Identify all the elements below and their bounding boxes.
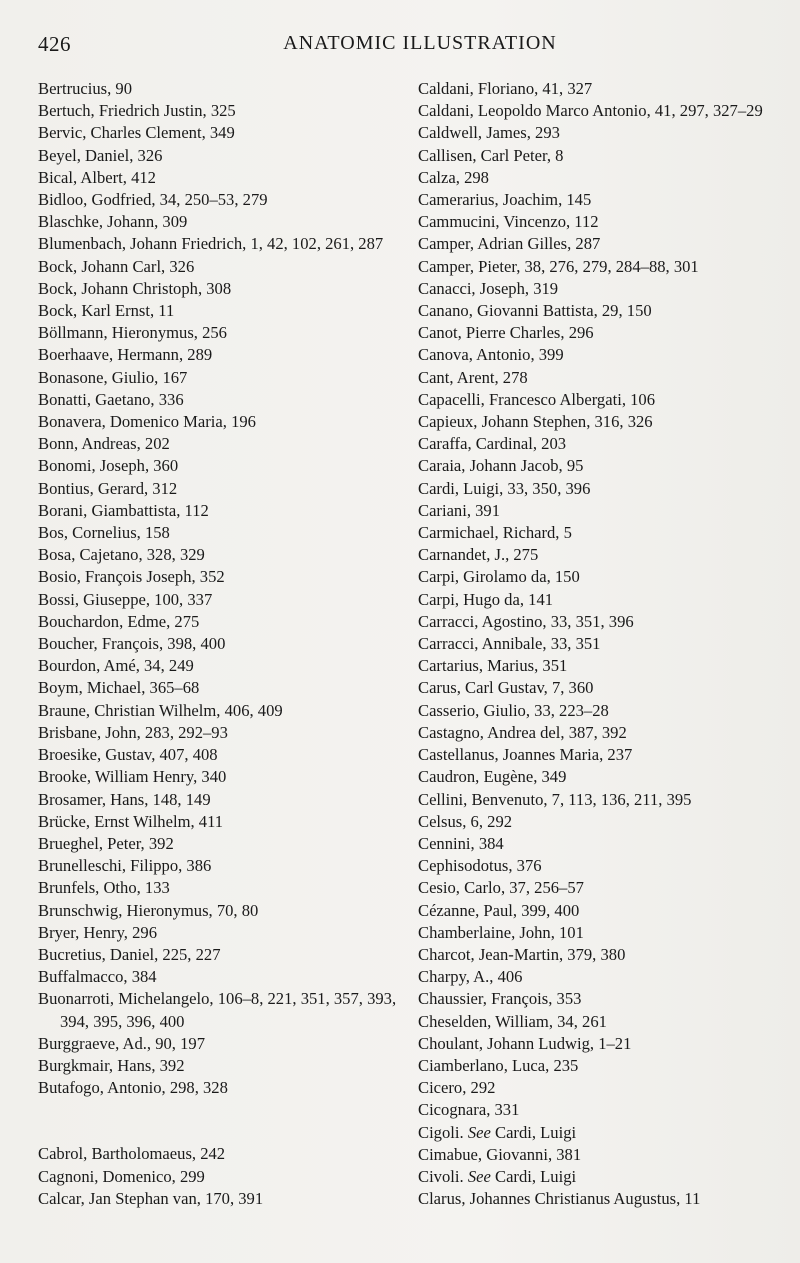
index-entry: Callisen, Carl Peter, 8	[418, 145, 564, 165]
index-entry: Celsus, 6, 292	[418, 811, 513, 831]
index-entry: Charcot, Jean-Martin, 379, 380	[418, 944, 626, 964]
index-entry: Chamberlaine, John, 101	[418, 922, 584, 942]
index-entry: Bonn, Andreas, 202	[38, 434, 170, 454]
index-entry: Canano, Giovanni Battista, 29, 150	[418, 301, 652, 321]
index-entry: Charpy, A., 406	[418, 967, 523, 987]
index-entry: Brunelleschi, Filippo, 386	[38, 856, 212, 876]
index-entry: Boucher, François, 398, 400	[38, 634, 226, 654]
index-entry: Cheselden, William, 34, 261	[418, 1011, 607, 1031]
index-entry	[418, 1166, 790, 1188]
index-entry: Bertrucius, 90	[38, 79, 133, 98]
index-entry: Bock, Johann Carl, 326	[38, 256, 195, 276]
index-entry: Canacci, Joseph, 319	[418, 278, 559, 298]
page-header	[38, 28, 762, 62]
index-entry: Camerarius, Joachim, 145	[418, 190, 592, 210]
index-entry: Bourdon, Amé, 34, 249	[38, 656, 194, 676]
index-entry: Brücke, Ernst Wilhelm, 411	[38, 811, 224, 831]
index-entry: Castellanus, Joannes Maria, 237	[418, 745, 633, 765]
index-entry: Burgkmair, Hans, 392	[38, 1055, 185, 1075]
index-entry: Cariani, 391	[418, 500, 501, 520]
index-entry: Bos, Cornelius, 158	[38, 523, 170, 543]
index-entry: Caldani, Leopoldo Marco Antonio, 41, 297, 327–29	[418, 101, 763, 121]
see-target: Cardi, Luigi	[495, 1122, 577, 1142]
index-entry: Caraia, Johann Jacob, 95	[418, 456, 584, 476]
index-entry: Canot, Pierre Charles, 296	[418, 323, 594, 343]
index-entry: Cammucini, Vincenzo, 112	[418, 212, 599, 232]
index-entry: Canova, Antonio, 399	[418, 345, 564, 365]
index-entry: Bucretius, Daniel, 225, 227	[38, 944, 221, 964]
index-entry: Brunfels, Otho, 133	[38, 878, 170, 898]
index-entry: Carmichael, Richard, 5	[418, 523, 572, 543]
index-entry: Bock, Johann Christoph, 308	[38, 278, 232, 298]
entry-name: Cigoli.	[418, 1122, 464, 1142]
index-entry: Braune, Christian Wilhelm, 406, 409	[38, 700, 283, 720]
index-entry: Cabrol, Bartholomaeus, 242	[38, 1144, 226, 1164]
index-entry: Caldani, Floriano, 41, 327	[418, 79, 593, 98]
index-group-c-continued	[418, 78, 790, 1210]
index-entry: Brueghel, Peter, 392	[38, 833, 174, 853]
index-entry: Caraffa, Cardinal, 203	[418, 434, 567, 454]
index-entry: Cimabue, Giovanni, 381	[418, 1144, 582, 1164]
index-entry: Cesio, Carlo, 37, 256–57	[418, 878, 584, 898]
page-number: 426	[38, 32, 71, 56]
index-entry: Böllmann, Hieronymus, 256	[38, 323, 227, 343]
index-entry: Bonatti, Gaetano, 336	[38, 389, 184, 409]
section-gap	[38, 1099, 408, 1143]
running-head: ANATOMIC ILLUSTRATION	[283, 32, 557, 54]
index-entry: Bosio, François Joseph, 352	[38, 567, 225, 587]
index-entry: Calza, 298	[418, 167, 489, 187]
index-entry: Carpi, Girolamo da, 150	[418, 567, 580, 587]
index-entry: Cardi, Luigi, 33, 350, 396	[418, 478, 591, 498]
entry-name: Civoli.	[418, 1166, 464, 1186]
index-group-c	[38, 1143, 408, 1210]
index-entry: Cézanne, Paul, 399, 400	[418, 900, 580, 920]
index-entry: Brooke, William Henry, 340	[38, 767, 227, 787]
index-entry: Ciamberlano, Luca, 235	[418, 1055, 579, 1075]
index-column-right	[418, 78, 790, 1210]
index-entry: Bonomi, Joseph, 360	[38, 456, 179, 476]
index-column-left	[38, 78, 408, 1210]
index-entry: Calcar, Jan Stephan van, 170, 391	[38, 1188, 264, 1208]
index-entry: Casserio, Giulio, 33, 223–28	[418, 700, 609, 720]
index-entry: Bosa, Cajetano, 328, 329	[38, 545, 205, 565]
see-target: Cardi, Luigi	[495, 1166, 577, 1186]
index-entry: Buonarroti, Michelangelo, 106–8, 221, 351, 357, 393, 394, 395, 396, 400	[38, 989, 397, 1031]
index-entry: Bervic, Charles Clement, 349	[38, 123, 235, 143]
index-entry: Carnandet, J., 275	[418, 545, 539, 565]
index-entry: Bidloo, Godfried, 34, 250–53, 279	[38, 190, 268, 210]
index-entry: Castagno, Andrea del, 387, 392	[418, 722, 627, 742]
index-entry: Carracci, Agostino, 33, 351, 396	[418, 611, 634, 631]
index-entry: Brisbane, John, 283, 292–93	[38, 722, 228, 742]
index-entry: Cicero, 292	[418, 1078, 496, 1098]
index-entry: Capacelli, Francesco Albergati, 106	[418, 389, 656, 409]
index-entry: Brosamer, Hans, 148, 149	[38, 789, 211, 809]
index-entry: Borani, Giambattista, 112	[38, 500, 209, 520]
index-entry: Boym, Michael, 365–68	[38, 678, 200, 698]
index-entry: Bossi, Giuseppe, 100, 337	[38, 589, 213, 609]
index-entry: Buffalmacco, 384	[38, 967, 157, 987]
index-entry: Beyel, Daniel, 326	[38, 145, 163, 165]
index-entry	[418, 1122, 790, 1144]
index-entry: Cephisodotus, 376	[418, 856, 542, 876]
index-entry: Choulant, Johann Ludwig, 1–21	[418, 1033, 632, 1053]
index-entry: Capieux, Johann Stephen, 316, 326	[418, 412, 653, 432]
index-entry: Carus, Carl Gustav, 7, 360	[418, 678, 594, 698]
index-entry: Blaschke, Johann, 309	[38, 212, 188, 232]
index-entry: Carpi, Hugo da, 141	[418, 589, 554, 609]
index-entry: Cagnoni, Domenico, 299	[38, 1166, 205, 1186]
index-entry: Camper, Adrian Gilles, 287	[418, 234, 601, 254]
index-entry: Bonavera, Domenico Maria, 196	[38, 412, 256, 432]
see-reference: See	[467, 1122, 491, 1142]
index-entry: Cartarius, Marius, 351	[418, 656, 568, 676]
index-entry: Brunschwig, Hieronymus, 70, 80	[38, 900, 259, 920]
index-entry: Caudron, Eugène, 349	[418, 767, 567, 787]
index-entry: Bonasone, Giulio, 167	[38, 367, 188, 387]
index-entry: Broesike, Gustav, 407, 408	[38, 745, 218, 765]
index-entry: Clarus, Johannes Christianus Augustus, 11	[418, 1189, 701, 1209]
index-entry: Camper, Pieter, 38, 276, 279, 284–88, 301	[418, 256, 699, 276]
index-entry: Butafogo, Antonio, 298, 328	[38, 1078, 228, 1098]
index-entry: Carracci, Annibale, 33, 351	[418, 634, 601, 654]
index-entry: Chaussier, François, 353	[418, 989, 582, 1009]
index-entry: Cicognara, 331	[418, 1100, 520, 1120]
see-reference: See	[467, 1166, 491, 1186]
index-entry: Bical, Albert, 412	[38, 167, 156, 187]
index-entry: Bouchardon, Edme, 275	[38, 611, 200, 631]
index-entry: Burggraeve, Ad., 90, 197	[38, 1033, 205, 1053]
index-entry: Caldwell, James, 293	[418, 123, 560, 143]
index-entry: Blumenbach, Johann Friedrich, 1, 42, 102, 261, 287	[38, 234, 384, 254]
index-entry: Boerhaave, Hermann, 289	[38, 345, 213, 365]
index-group-b	[38, 78, 408, 1099]
index-entry: Bontius, Gerard, 312	[38, 478, 178, 498]
index-entry: Bertuch, Friedrich Justin, 325	[38, 101, 236, 121]
index-entry: Cant, Arent, 278	[418, 367, 528, 387]
index-entry: Bock, Karl Ernst, 11	[38, 301, 175, 321]
index-entry: Cellini, Benvenuto, 7, 113, 136, 211, 395	[418, 789, 692, 809]
index-entry: Cennini, 384	[418, 833, 504, 853]
index-entry: Bryer, Henry, 296	[38, 922, 157, 942]
